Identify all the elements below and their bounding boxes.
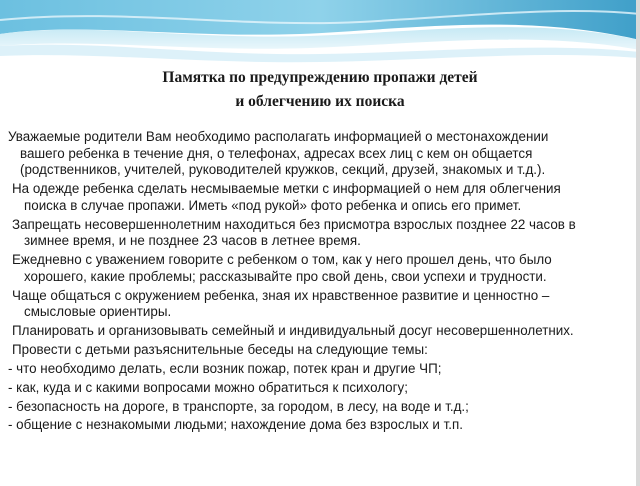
paragraph-line: зимнее время, и не позднее 23 часов в летнее время. <box>24 233 361 249</box>
list-item: - как, куда и с какими вопросами можно обратиться к психологу; <box>8 379 408 395</box>
paragraph-line: На одежде ребенка сделать несмываемые метки с информацией о нем для облегчения <box>12 181 561 197</box>
paragraph-line: (родственников, учителей, руководителей кружков, секций, друзей, знакомых и т.д.). <box>20 162 546 178</box>
paragraph-line: Чаще общаться с окружением ребенка, зная их нравственное развитие и ценностно – <box>12 287 550 303</box>
memo-body <box>8 129 628 436</box>
paragraph-line: Планировать и организовывать семейный и индивидуальный досуг несовершеннолетних. <box>12 323 574 339</box>
paragraph-line: Уважаемые родители Вам необходимо располагать информацией о местонахождении <box>8 129 549 144</box>
list-item: - что необходимо делать, если возник пожар, потек кран и другие ЧП; <box>8 360 442 376</box>
paragraph-line: Запрещать несовершеннолетним находиться без присмотра взрослых позднее 22 часов в <box>12 216 576 232</box>
title-line-1: Памятка по предупреждению пропажи детей <box>162 69 478 86</box>
title-line-2: и облегчению их поиска <box>235 93 405 110</box>
paragraph-leisure <box>8 323 628 340</box>
paragraph-line: смысловые ориентиры. <box>24 304 172 320</box>
paragraph-social-circle <box>8 288 628 321</box>
paragraph-line: поиска в случае пропажи. Иметь «под рукой» фото ребенка и опись его примет. <box>24 197 522 213</box>
paragraph-curfew <box>8 217 628 250</box>
paragraph-line: хорошего, какие проблемы; рассказывайте про свой день, свои успехи и трудности. <box>24 268 547 284</box>
paragraph-clothing-labels <box>8 181 628 214</box>
paragraph-line: Провести с детьми разъяснительные беседы на следующие темы: <box>12 341 428 357</box>
wave-header-decoration <box>0 0 640 70</box>
paragraph-line: Ежедневно с уважением говорите с ребенком о том, как у него прошел день, что было <box>12 252 552 268</box>
paragraph-topics-intro <box>8 342 628 359</box>
list-item: - безопасность на дороге, в транспорте, за городом, в лесу, на воде и т.д.; <box>8 398 469 414</box>
paragraph-contact-info <box>8 129 628 179</box>
paragraph-daily-talk <box>8 252 628 285</box>
page-title <box>0 66 640 114</box>
list-item: - общение с незнакомыми людьми; нахождение дома без взрослых и т.п. <box>8 417 463 433</box>
paragraph-line: вашего ребенка в течение дня, о телефонах, адресах всех лиц с кем он общается <box>20 145 533 161</box>
